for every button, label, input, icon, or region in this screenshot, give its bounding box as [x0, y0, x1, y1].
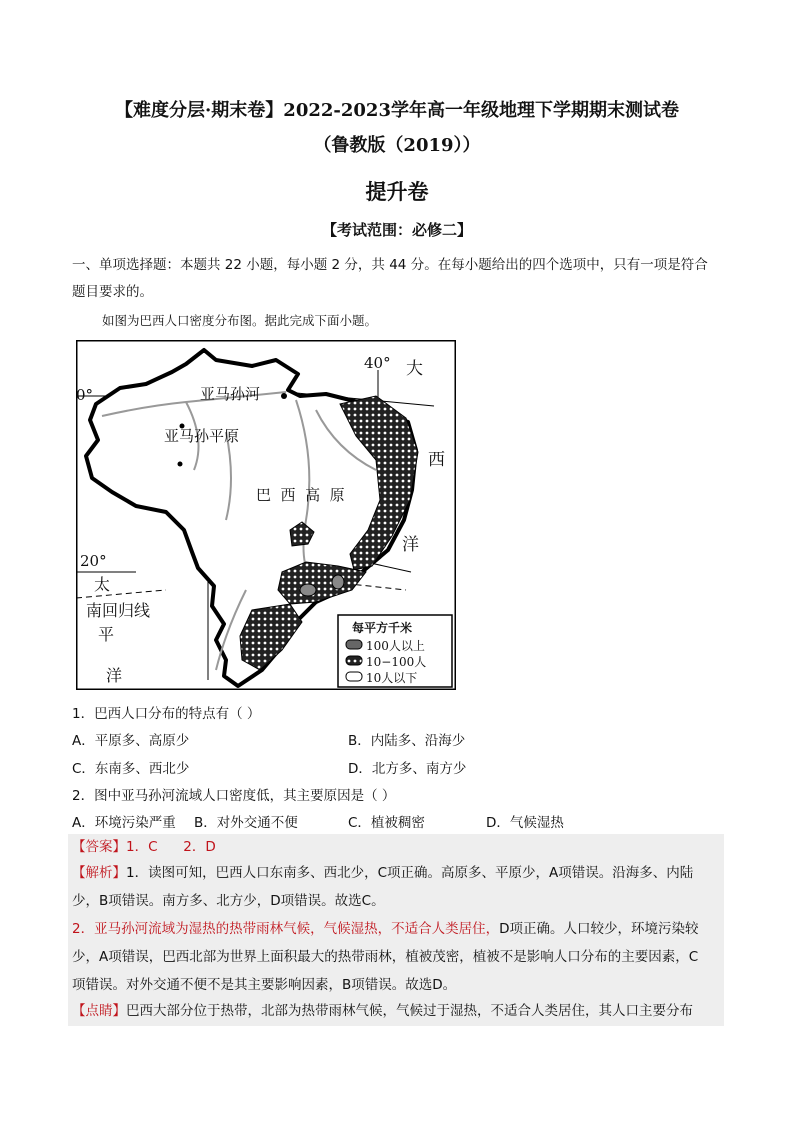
exam-range: 【考试范围：必修二】 — [321, 221, 472, 239]
analysis-text: A项错误，巴西北部为世界上面积最大的热带雨林，植被茂密，植被不是影响人口分布的主要因素， — [99, 949, 689, 965]
analysis-text: 项错误。对外交通不便不是其主要影响因素， — [72, 977, 342, 993]
answer-line — [72, 834, 216, 860]
amazon-river-label: 亚马孙河 — [200, 385, 261, 403]
exam-edition: （鲁教版（2019）） — [313, 135, 481, 156]
point-tag: 【点睛】 — [72, 1003, 126, 1019]
analysis-text: C — [688, 949, 699, 965]
ocean-yang-right-label: 洋 — [402, 535, 419, 555]
legend-item-low: 10人以下 — [366, 671, 418, 685]
analysis-line-4 — [72, 944, 698, 970]
question-1-option-c: C．东南多、西北少 — [72, 761, 190, 777]
question-1-stem: 1．巴西人口分布的特点有（ ） — [72, 706, 261, 722]
analysis-text: C项正确。高原多、平原少， — [377, 865, 550, 881]
analysis-text: D。 — [432, 977, 457, 993]
point-line — [72, 998, 693, 1024]
analysis-tag: 【解析】 — [72, 865, 126, 881]
analysis-text: 2．亚马孙河流域为湿热的热带雨林气候，气候湿热，不适合人类居住， — [72, 921, 500, 937]
amazon-plain-label: 亚马孙平原 — [164, 427, 240, 445]
answer-tag: 【答案】 — [72, 839, 126, 855]
answer-section — [68, 834, 724, 1026]
legend-item-high: 100人以上 — [366, 639, 425, 653]
lat-0-label: 0° — [76, 386, 94, 404]
analysis-text: A项错误。沿海多、内陆 — [549, 865, 694, 881]
tropic-label: 南回归线 — [86, 601, 151, 620]
ocean-xi-label: 西 — [428, 450, 445, 470]
question-1-option-d: D．北方多、南方少 — [348, 761, 467, 777]
brazil-population-map — [76, 340, 456, 690]
analysis-text: D项错误。故选 — [270, 893, 362, 909]
legend-item-mid: 10−100人 — [366, 655, 427, 669]
analysis-text: C。 — [361, 893, 385, 909]
lat-20-label: 20° — [80, 552, 107, 570]
question-1-option-a: A．平原多、高原少 — [72, 733, 190, 749]
analysis-text: B项错误。故选 — [342, 977, 433, 993]
analysis-line-3 — [72, 916, 699, 942]
instruction-line-1: 一、单项选择题：本题共 22 小题，每小题 2 分，共 44 分。在每小题给出的四个选项中，只有一项是符合 — [72, 257, 708, 273]
ocean-ping-label: 平 — [98, 625, 115, 644]
ocean-tai-label: 太 — [94, 575, 111, 594]
analysis-line-2 — [72, 888, 385, 914]
analysis-text: 少， — [72, 893, 99, 909]
exam-level: 提升卷 — [365, 179, 429, 204]
question-2-option-d: D．气候湿热 — [486, 815, 564, 831]
analysis-text: 1．读图可知，巴西人口东南多、西北少， — [126, 865, 378, 881]
question-1-option-b: B．内陆多、沿海少 — [348, 733, 466, 749]
analysis-text: D项正确。人口较少，环境污染较 — [499, 921, 699, 937]
legend-title: 每平方千米 — [352, 621, 413, 635]
question-2-stem: 2．图中亚马孙河流域人口密度低，其主要原因是（ ） — [72, 788, 396, 804]
ocean-da-label: 大 — [406, 359, 423, 379]
answer-text: 1．C 2．D — [126, 839, 216, 855]
analysis-line-1 — [72, 860, 693, 886]
point-text: 巴西大部分位于热带，北部为热带雨林气候，气候过于湿热，不适合人类居住，其人口主要分布 — [126, 1003, 693, 1019]
brazil-plateau-label: 巴 西 高 原 — [256, 486, 345, 504]
map-intro: 如图为巴西人口密度分布图。据此完成下面小题。 — [102, 313, 378, 328]
exam-title: 【难度分层·期末卷】2022-2023学年高一年级地理下学期期末测试卷 — [115, 100, 679, 121]
analysis-line-5 — [72, 972, 456, 998]
analysis-text: 少， — [72, 949, 99, 965]
question-2-option-a: A．环境污染严重 — [72, 815, 176, 831]
instruction-line-2: 题目要求的。 — [72, 284, 153, 300]
ocean-yang-left-label: 洋 — [106, 666, 123, 685]
question-2-option-b: B．对外交通不便 — [194, 815, 298, 831]
question-2-option-c: C．植被稠密 — [348, 815, 425, 831]
analysis-text: B项错误。南方多、北方少， — [99, 893, 271, 909]
lon-40-label: 40° — [364, 354, 391, 372]
